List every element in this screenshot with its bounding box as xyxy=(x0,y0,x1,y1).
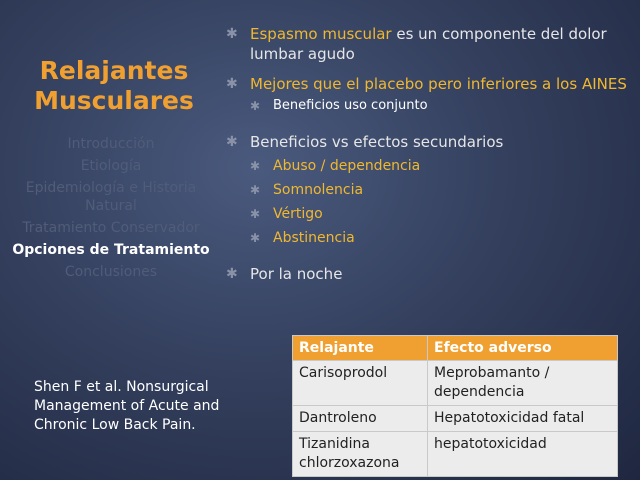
table-cell: Meprobamanto / dependencia xyxy=(428,361,618,406)
nav-item-epidemiologia[interactable]: Epidemiología e Historia Natural xyxy=(25,180,197,214)
section-nav xyxy=(6,135,216,285)
table-row xyxy=(293,361,618,406)
asterisk-bullet-icon: ✱ xyxy=(226,76,238,92)
table-cell: Dantroleno xyxy=(293,406,428,432)
asterisk-bullet-icon: ✱ xyxy=(226,26,238,42)
subbullet-text: Somnolencia xyxy=(273,182,364,198)
asterisk-bullet-icon: ✱ xyxy=(226,266,238,282)
nav-item-tratamiento-conservador[interactable]: Tratamiento Conservador xyxy=(22,220,200,236)
asterisk-bullet-icon: ✱ xyxy=(250,207,261,221)
subbullet-text: Abuso / dependencia xyxy=(273,158,421,174)
asterisk-bullet-icon: ✱ xyxy=(250,183,261,197)
subbullet-text: Abstinencia xyxy=(273,230,355,246)
subbullet-vertigo xyxy=(226,204,632,224)
table-header-cell: Efecto adverso xyxy=(428,336,618,361)
asterisk-bullet-icon: ✱ xyxy=(250,231,261,245)
subbullet-abstinencia xyxy=(226,228,632,248)
table-row xyxy=(293,432,618,477)
slide-content xyxy=(226,24,632,284)
nav-item-conclusiones[interactable]: Conclusiones xyxy=(64,264,158,280)
adverse-effects-table xyxy=(292,335,618,477)
nav-item-opciones-de-tratamiento[interactable]: Opciones de Tratamiento xyxy=(12,242,210,258)
asterisk-bullet-icon: ✱ xyxy=(250,159,261,173)
table-header-cell: Relajante xyxy=(293,336,428,361)
bullet-text: Por la noche xyxy=(250,265,343,283)
asterisk-bullet-icon: ✱ xyxy=(250,99,261,113)
subbullet-text: Vértigo xyxy=(273,206,323,222)
table-cell: Carisoprodol xyxy=(293,361,428,406)
subbullet-text: Beneficios uso conjunto xyxy=(273,98,428,113)
table-row xyxy=(293,406,618,432)
bullet-espasmo xyxy=(226,24,632,64)
bullet-text: Beneficios vs efectos secundarios xyxy=(250,133,504,151)
table-header-row xyxy=(293,336,618,361)
bullet-text: es un componente del dolor lumbar agudo xyxy=(250,25,607,63)
nav-item-etiologia[interactable]: Etiología xyxy=(80,158,142,174)
nav-item-introduccion[interactable]: Introducción xyxy=(67,136,155,152)
asterisk-bullet-icon: ✱ xyxy=(226,134,238,150)
reference-citation: Shen F et al. Nonsurgical Management of Acute and Chronic Low Back Pain. xyxy=(34,379,220,433)
table-cell: Hepatotoxicidad fatal xyxy=(428,406,618,432)
bullet-text: Mejores que el placebo pero inferiores a los AINES xyxy=(250,75,627,93)
bullet-beneficios-vs xyxy=(226,132,632,152)
bullet-por-la-noche xyxy=(226,264,632,284)
subbullet-beneficios-conjunto xyxy=(226,96,632,116)
slide-title: Relajantes Musculares xyxy=(34,56,194,115)
bullet-highlight: Espasmo muscular xyxy=(250,25,392,43)
subbullet-somnolencia xyxy=(226,180,632,200)
table-cell: hepatotoxicidad xyxy=(428,432,618,477)
subbullet-abuso xyxy=(226,156,632,176)
table-cell: Tizanidina chlorzoxazona xyxy=(293,432,428,477)
adverse-effects-table-container xyxy=(292,335,618,477)
bullet-mejores xyxy=(226,74,632,94)
